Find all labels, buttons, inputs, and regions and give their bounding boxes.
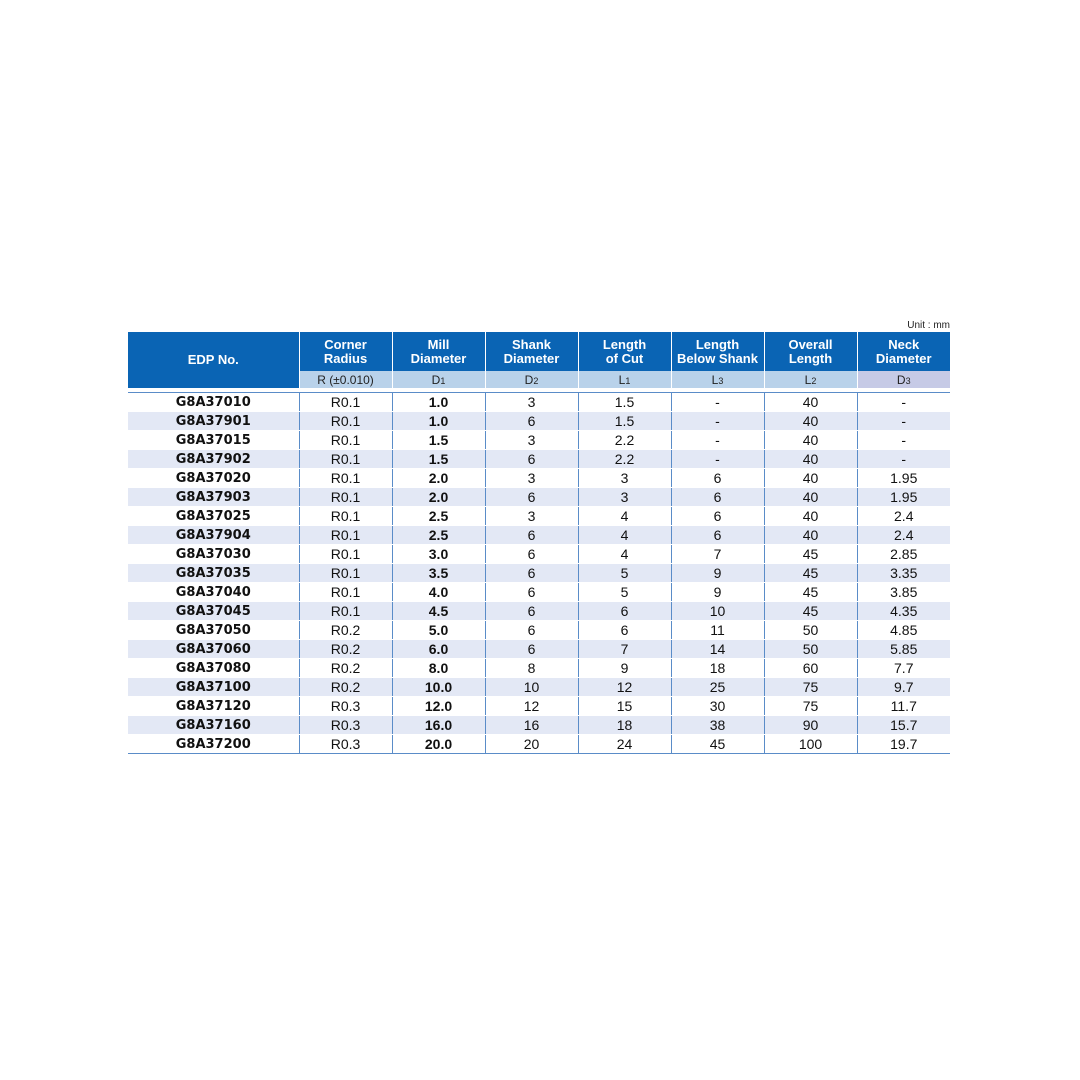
cell-corner-radius: R0.1 xyxy=(299,507,392,526)
cell-edp-no: G8A37025 xyxy=(128,507,299,526)
table-row xyxy=(128,545,950,564)
cell-corner-radius: R0.1 xyxy=(299,545,392,564)
cell-length-below-shank: 6 xyxy=(671,507,764,526)
spec-table xyxy=(128,332,950,754)
cell-overall-length: 40 xyxy=(764,431,857,450)
cell-length-of-cut: 6 xyxy=(578,602,671,621)
cell-corner-radius: R0.1 xyxy=(299,393,392,412)
cell-overall-length: 90 xyxy=(764,716,857,735)
cell-edp-no: G8A37200 xyxy=(128,735,299,754)
cell-mill-diameter: 6.0 xyxy=(392,640,485,659)
cell-edp-no: G8A37045 xyxy=(128,602,299,621)
cell-corner-radius: R0.1 xyxy=(299,469,392,488)
cell-length-of-cut: 5 xyxy=(578,583,671,602)
table-body xyxy=(128,393,950,754)
symbol-shank-diameter: D2 xyxy=(485,371,578,388)
cell-shank-diameter: 12 xyxy=(485,697,578,716)
cell-shank-diameter: 3 xyxy=(485,393,578,412)
cell-neck-diameter: 2.4 xyxy=(857,526,950,545)
table-row xyxy=(128,469,950,488)
cell-corner-radius: R0.1 xyxy=(299,583,392,602)
cell-edp-no: G8A37080 xyxy=(128,659,299,678)
cell-overall-length: 40 xyxy=(764,393,857,412)
cell-shank-diameter: 3 xyxy=(485,469,578,488)
table-row xyxy=(128,735,950,754)
col-header-neck-diameter: Neck Diameter xyxy=(857,332,950,371)
cell-length-below-shank: 11 xyxy=(671,621,764,640)
cell-overall-length: 50 xyxy=(764,621,857,640)
cell-mill-diameter: 10.0 xyxy=(392,678,485,697)
cell-edp-no: G8A37904 xyxy=(128,526,299,545)
cell-shank-diameter: 6 xyxy=(485,621,578,640)
cell-length-of-cut: 6 xyxy=(578,621,671,640)
cell-corner-radius: R0.3 xyxy=(299,735,392,754)
cell-edp-no: G8A37100 xyxy=(128,678,299,697)
cell-overall-length: 50 xyxy=(764,640,857,659)
cell-length-below-shank: 18 xyxy=(671,659,764,678)
table-row xyxy=(128,678,950,697)
cell-mill-diameter: 5.0 xyxy=(392,621,485,640)
col-header-length-of-cut: Length of Cut xyxy=(578,332,671,371)
cell-edp-no: G8A37040 xyxy=(128,583,299,602)
cell-overall-length: 45 xyxy=(764,545,857,564)
col-header-overall-length: Overall Length xyxy=(764,332,857,371)
cell-length-of-cut: 15 xyxy=(578,697,671,716)
cell-edp-no: G8A37010 xyxy=(128,393,299,412)
cell-neck-diameter: 5.85 xyxy=(857,640,950,659)
cell-shank-diameter: 6 xyxy=(485,526,578,545)
cell-neck-diameter: 19.7 xyxy=(857,735,950,754)
cell-corner-radius: R0.2 xyxy=(299,640,392,659)
cell-mill-diameter: 2.5 xyxy=(392,526,485,545)
cell-mill-diameter: 1.5 xyxy=(392,431,485,450)
cell-overall-length: 45 xyxy=(764,564,857,583)
symbol-overall-length: L2 xyxy=(764,371,857,388)
cell-edp-no: G8A37060 xyxy=(128,640,299,659)
cell-shank-diameter: 6 xyxy=(485,412,578,431)
cell-length-of-cut: 7 xyxy=(578,640,671,659)
table-row xyxy=(128,716,950,735)
cell-length-below-shank: 38 xyxy=(671,716,764,735)
cell-mill-diameter: 2.0 xyxy=(392,469,485,488)
cell-shank-diameter: 3 xyxy=(485,507,578,526)
cell-length-of-cut: 2.2 xyxy=(578,431,671,450)
cell-neck-diameter: 1.95 xyxy=(857,488,950,507)
cell-corner-radius: R0.1 xyxy=(299,564,392,583)
symbol-length-of-cut: L1 xyxy=(578,371,671,388)
cell-length-of-cut: 3 xyxy=(578,469,671,488)
cell-neck-diameter: 4.85 xyxy=(857,621,950,640)
cell-overall-length: 45 xyxy=(764,602,857,621)
cell-mill-diameter: 2.0 xyxy=(392,488,485,507)
cell-length-of-cut: 4 xyxy=(578,526,671,545)
cell-neck-diameter: 15.7 xyxy=(857,716,950,735)
cell-edp-no: G8A37050 xyxy=(128,621,299,640)
symbol-neck-diameter: D3 xyxy=(857,371,950,388)
cell-length-of-cut: 3 xyxy=(578,488,671,507)
cell-neck-diameter: 3.85 xyxy=(857,583,950,602)
cell-shank-diameter: 10 xyxy=(485,678,578,697)
cell-neck-diameter: 11.7 xyxy=(857,697,950,716)
cell-corner-radius: R0.2 xyxy=(299,678,392,697)
cell-overall-length: 40 xyxy=(764,507,857,526)
cell-length-of-cut: 1.5 xyxy=(578,393,671,412)
table-row xyxy=(128,583,950,602)
cell-edp-no: G8A37901 xyxy=(128,412,299,431)
cell-length-of-cut: 12 xyxy=(578,678,671,697)
cell-shank-diameter: 6 xyxy=(485,488,578,507)
cell-mill-diameter: 1.5 xyxy=(392,450,485,469)
cell-mill-diameter: 16.0 xyxy=(392,716,485,735)
cell-corner-radius: R0.2 xyxy=(299,659,392,678)
cell-length-below-shank: - xyxy=(671,431,764,450)
cell-edp-no: G8A37015 xyxy=(128,431,299,450)
cell-length-of-cut: 9 xyxy=(578,659,671,678)
cell-length-below-shank: - xyxy=(671,412,764,431)
cell-corner-radius: R0.2 xyxy=(299,621,392,640)
cell-shank-diameter: 6 xyxy=(485,640,578,659)
table-row xyxy=(128,697,950,716)
table-row xyxy=(128,450,950,469)
cell-neck-diameter: - xyxy=(857,412,950,431)
cell-length-of-cut: 4 xyxy=(578,507,671,526)
cell-overall-length: 40 xyxy=(764,469,857,488)
cell-mill-diameter: 3.0 xyxy=(392,545,485,564)
cell-corner-radius: R0.1 xyxy=(299,412,392,431)
cell-length-of-cut: 24 xyxy=(578,735,671,754)
table-row xyxy=(128,412,950,431)
cell-edp-no: G8A37902 xyxy=(128,450,299,469)
cell-shank-diameter: 6 xyxy=(485,564,578,583)
cell-overall-length: 45 xyxy=(764,583,857,602)
cell-neck-diameter: - xyxy=(857,431,950,450)
cell-shank-diameter: 6 xyxy=(485,583,578,602)
cell-overall-length: 100 xyxy=(764,735,857,754)
col-header-shank-diameter: Shank Diameter xyxy=(485,332,578,371)
cell-length-below-shank: 6 xyxy=(671,469,764,488)
cell-length-below-shank: 9 xyxy=(671,564,764,583)
cell-length-of-cut: 4 xyxy=(578,545,671,564)
cell-overall-length: 40 xyxy=(764,450,857,469)
cell-length-below-shank: 6 xyxy=(671,526,764,545)
cell-length-below-shank: 30 xyxy=(671,697,764,716)
cell-neck-diameter: 2.85 xyxy=(857,545,950,564)
col-header-edp: EDP No. xyxy=(128,332,299,388)
table-row xyxy=(128,488,950,507)
table-row xyxy=(128,659,950,678)
cell-length-below-shank: 45 xyxy=(671,735,764,754)
table-row xyxy=(128,507,950,526)
table-row xyxy=(128,393,950,412)
symbol-corner-radius: R (±0.010) xyxy=(299,371,392,388)
cell-neck-diameter: 4.35 xyxy=(857,602,950,621)
col-header-length-below-shank: Length Below Shank xyxy=(671,332,764,371)
unit-label: Unit : mm xyxy=(907,320,950,331)
symbol-length-below-shank: L3 xyxy=(671,371,764,388)
cell-mill-diameter: 1.0 xyxy=(392,412,485,431)
cell-corner-radius: R0.1 xyxy=(299,488,392,507)
cell-shank-diameter: 6 xyxy=(485,450,578,469)
cell-length-below-shank: 7 xyxy=(671,545,764,564)
cell-length-below-shank: 6 xyxy=(671,488,764,507)
cell-length-below-shank: 9 xyxy=(671,583,764,602)
cell-corner-radius: R0.1 xyxy=(299,602,392,621)
col-header-mill-diameter: Mill Diameter xyxy=(392,332,485,371)
cell-neck-diameter: 9.7 xyxy=(857,678,950,697)
cell-neck-diameter: 1.95 xyxy=(857,469,950,488)
cell-corner-radius: R0.1 xyxy=(299,526,392,545)
cell-length-below-shank: - xyxy=(671,450,764,469)
cell-neck-diameter: - xyxy=(857,393,950,412)
cell-overall-length: 40 xyxy=(764,526,857,545)
cell-edp-no: G8A37120 xyxy=(128,697,299,716)
cell-length-below-shank: 14 xyxy=(671,640,764,659)
cell-mill-diameter: 20.0 xyxy=(392,735,485,754)
cell-mill-diameter: 4.0 xyxy=(392,583,485,602)
cell-mill-diameter: 8.0 xyxy=(392,659,485,678)
header-row xyxy=(128,332,950,371)
cell-neck-diameter: 2.4 xyxy=(857,507,950,526)
cell-edp-no: G8A37030 xyxy=(128,545,299,564)
cell-length-of-cut: 2.2 xyxy=(578,450,671,469)
cell-corner-radius: R0.3 xyxy=(299,716,392,735)
cell-shank-diameter: 16 xyxy=(485,716,578,735)
cell-overall-length: 75 xyxy=(764,678,857,697)
cell-mill-diameter: 2.5 xyxy=(392,507,485,526)
cell-mill-diameter: 12.0 xyxy=(392,697,485,716)
table-row xyxy=(128,640,950,659)
cell-corner-radius: R0.1 xyxy=(299,450,392,469)
table-row xyxy=(128,602,950,621)
cell-overall-length: 40 xyxy=(764,412,857,431)
table-row xyxy=(128,526,950,545)
table-row xyxy=(128,431,950,450)
cell-shank-diameter: 6 xyxy=(485,602,578,621)
cell-neck-diameter: 7.7 xyxy=(857,659,950,678)
cell-edp-no: G8A37160 xyxy=(128,716,299,735)
cell-corner-radius: R0.3 xyxy=(299,697,392,716)
cell-length-of-cut: 18 xyxy=(578,716,671,735)
table-row xyxy=(128,621,950,640)
symbol-mill-diameter: D1 xyxy=(392,371,485,388)
cell-overall-length: 60 xyxy=(764,659,857,678)
cell-shank-diameter: 6 xyxy=(485,545,578,564)
cell-corner-radius: R0.1 xyxy=(299,431,392,450)
cell-length-below-shank: 25 xyxy=(671,678,764,697)
cell-length-below-shank: - xyxy=(671,393,764,412)
cell-neck-diameter: - xyxy=(857,450,950,469)
cell-length-below-shank: 10 xyxy=(671,602,764,621)
cell-neck-diameter: 3.35 xyxy=(857,564,950,583)
cell-length-of-cut: 5 xyxy=(578,564,671,583)
cell-edp-no: G8A37903 xyxy=(128,488,299,507)
cell-shank-diameter: 20 xyxy=(485,735,578,754)
cell-mill-diameter: 4.5 xyxy=(392,602,485,621)
cell-length-of-cut: 1.5 xyxy=(578,412,671,431)
col-header-corner-radius: Corner Radius xyxy=(299,332,392,371)
cell-edp-no: G8A37035 xyxy=(128,564,299,583)
table-row xyxy=(128,564,950,583)
cell-mill-diameter: 3.5 xyxy=(392,564,485,583)
cell-overall-length: 75 xyxy=(764,697,857,716)
cell-edp-no: G8A37020 xyxy=(128,469,299,488)
cell-mill-diameter: 1.0 xyxy=(392,393,485,412)
cell-shank-diameter: 8 xyxy=(485,659,578,678)
cell-shank-diameter: 3 xyxy=(485,431,578,450)
cell-overall-length: 40 xyxy=(764,488,857,507)
